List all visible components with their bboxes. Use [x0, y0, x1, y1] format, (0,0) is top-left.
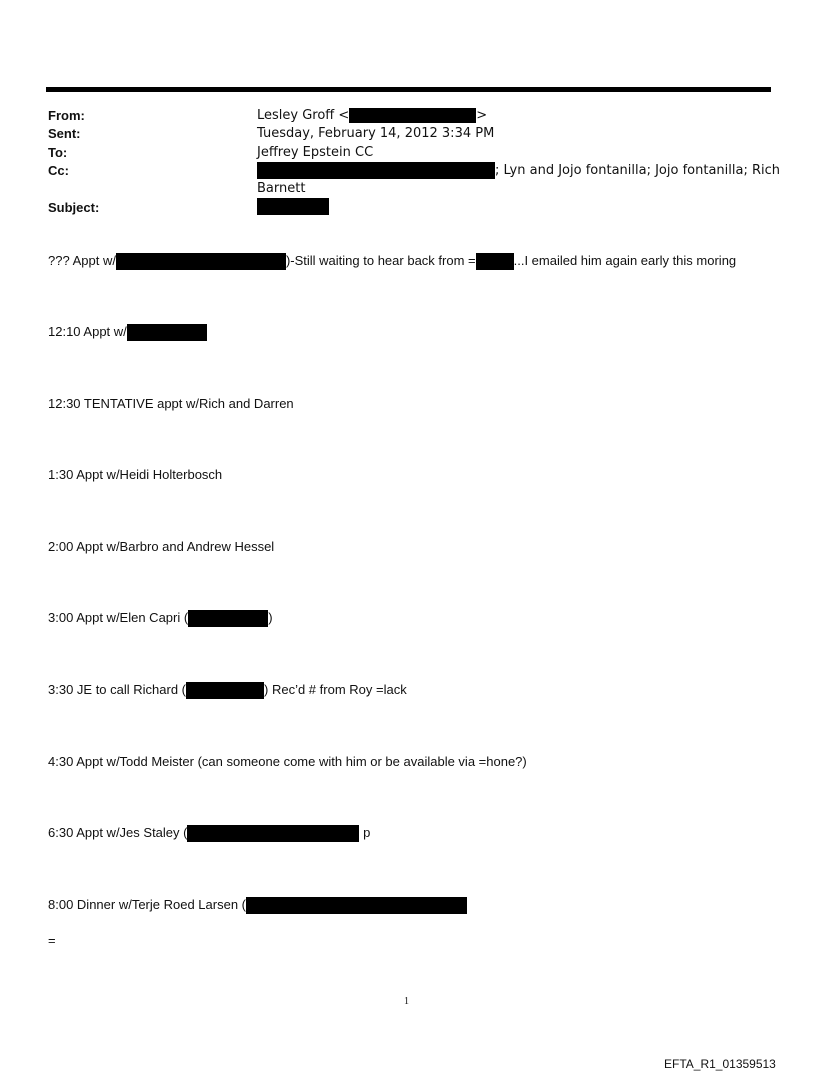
cc-label: Cc: [48, 163, 69, 178]
from-label: From: [48, 108, 85, 123]
document-id: EFTA_R1_01359513 [664, 1057, 776, 1071]
schedule-text: 8:00 Dinner w/Terje Roed Larsen ( [48, 897, 246, 912]
page-number: 1 [404, 996, 409, 1007]
schedule-item: 4:30 Appt w/Todd Meister (can someone come with him or be available via =hone?) [48, 754, 527, 769]
schedule-text: 3:00 Appt w/Elen Capri ( [48, 610, 189, 625]
schedule-item: 1:30 Appt w/Heidi Holterbosch [48, 467, 223, 482]
to-value: Jeffrey Epstein CC [257, 145, 374, 160]
schedule-item [48, 897, 467, 914]
schedule-item [48, 825, 370, 842]
from-value [257, 108, 487, 123]
cc-value-continued: Barnett [257, 181, 306, 196]
schedule-item [48, 610, 273, 627]
schedule-item: = [48, 933, 56, 948]
schedule-text: ) Rec’d # from Roy =lack [264, 682, 407, 697]
redaction-box [187, 825, 359, 842]
schedule-text: p [359, 825, 371, 840]
cc-value [257, 162, 780, 179]
schedule-text: ...I emailed him again early this moring [513, 253, 737, 268]
schedule-text: )-Still waiting to hear back from = [285, 253, 476, 268]
redaction-box [257, 198, 329, 215]
redaction-box [127, 324, 207, 341]
schedule-text: 6:30 Appt w/Jes Staley ( [48, 825, 188, 840]
subject-value [257, 198, 329, 215]
schedule-text: ??? Appt w/ [48, 253, 116, 268]
schedule-item [48, 324, 207, 341]
subject-label: Subject: [48, 200, 100, 215]
schedule-text: 12:10 Appt w/ [48, 324, 127, 339]
redaction-box [476, 253, 514, 270]
schedule-text: ) [268, 610, 273, 625]
to-label: To: [48, 145, 68, 160]
sent-value: Tuesday, February 14, 2012 3:34 PM [257, 126, 495, 141]
sent-label: Sent: [48, 126, 81, 141]
redaction-box [186, 682, 264, 699]
redaction-box [257, 162, 495, 179]
schedule-item: 2:00 Appt w/Barbro and Andrew Hessel [48, 539, 275, 554]
header-rule [46, 87, 771, 92]
redaction-box [246, 897, 467, 914]
from-name: Lesley Groff < [257, 108, 350, 123]
from-close: > [476, 108, 488, 123]
redaction-box [116, 253, 286, 270]
schedule-item [48, 253, 736, 270]
redaction-box [349, 108, 476, 123]
schedule-text: 3:30 JE to call Richard ( [48, 682, 187, 697]
schedule-item: 12:30 TENTATIVE appt w/Rich and Darren [48, 396, 294, 411]
cc-recipients: ; Lyn and Jojo fontanilla; Jojo fontanilla; Rich [495, 163, 780, 178]
schedule-item [48, 682, 407, 699]
redaction-box [188, 610, 268, 627]
